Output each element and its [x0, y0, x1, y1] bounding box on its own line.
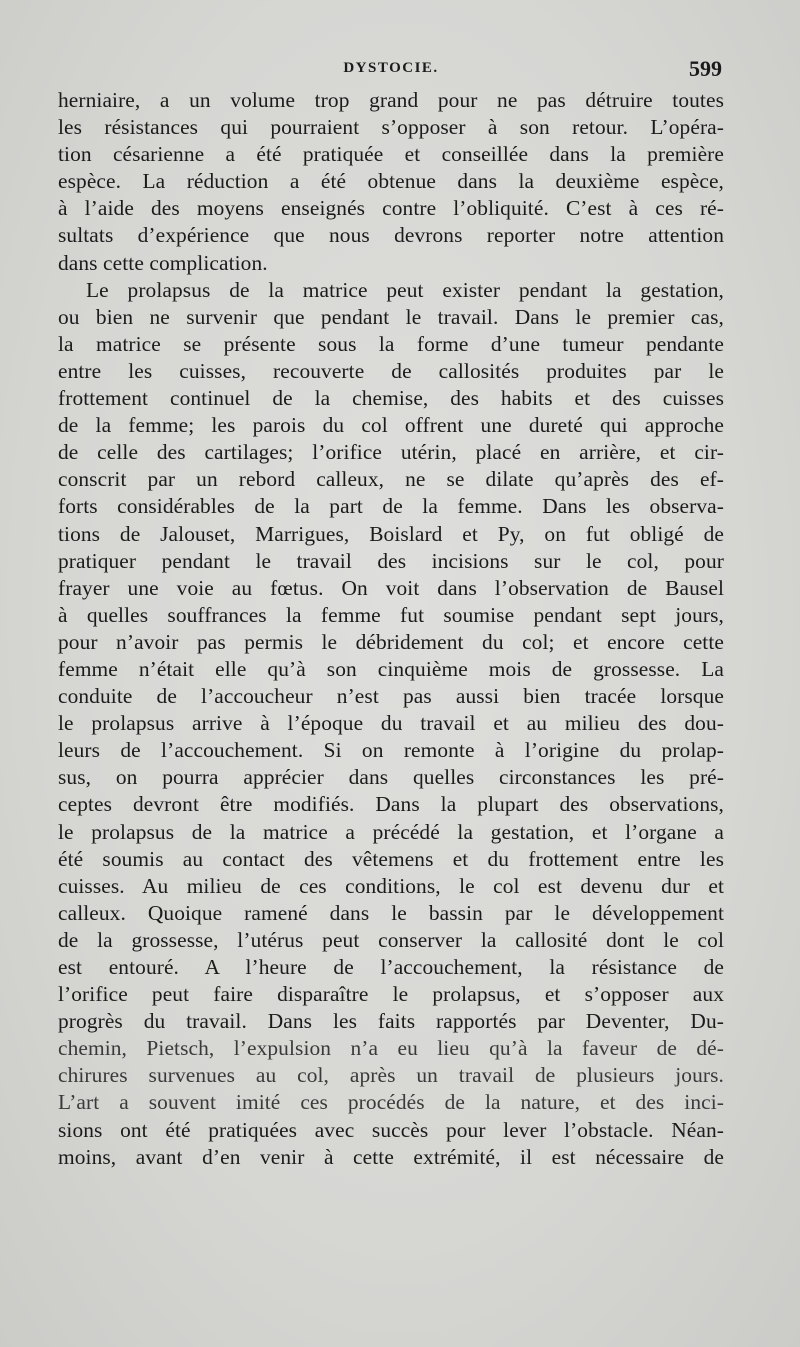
- text-line: sions ont été pratiquées avec succès pour lever l’obstacle. Néan-: [58, 1117, 724, 1142]
- running-head: [58, 58, 724, 82]
- text-line: moins, avant d’en venir à cette extrémité, il est nécessaire de: [58, 1144, 724, 1169]
- text-line: l’orifice peut faire disparaître le prolapsus, et s’opposer aux: [58, 982, 724, 1007]
- text-line: pour n’avoir pas permis le débridement du col; et encore cette: [58, 629, 724, 654]
- text-line: tion césarienne a été pratiquée et conseillée dans la première: [58, 142, 724, 167]
- text-line: ou bien ne survenir que pendant le travail. Dans le premier cas,: [58, 304, 724, 329]
- text-line: la matrice se présente sous la forme d’une tumeur pendante: [58, 331, 724, 356]
- text-line: Le prolapsus de la matrice peut exister pendant la gestation,: [86, 277, 724, 302]
- text-line: L’art a souvent imité ces procédés de la nature, et des inci-: [58, 1090, 724, 1115]
- text-line: herniaire, a un volume trop grand pour ne pas détruire toutes: [58, 88, 724, 112]
- text-line: le prolapsus arrive à l’époque du travail et au milieu des dou-: [58, 711, 724, 736]
- text-line: entre les cuisses, recouverte de callosités produites par le: [58, 358, 724, 383]
- text-line: conscrit par un rebord calleux, ne se dilate qu’après des ef-: [58, 467, 724, 492]
- text-line: pratiquer pendant le travail des incisions sur le col, pour: [58, 548, 724, 573]
- text-line: à l’aide des moyens enseignés contre l’obliquité. C’est à ces ré-: [58, 196, 724, 221]
- page-number: 599: [689, 56, 722, 81]
- text-line: le prolapsus de la matrice a précédé la gestation, et l’organe a: [58, 819, 724, 844]
- text-line: été soumis au contact des vêtemens et du frottement entre les: [58, 846, 724, 871]
- running-title: DYSTOCIE.: [343, 60, 439, 76]
- text-line: frottement continuel de la chemise, des habits et des cuisses: [58, 386, 724, 411]
- text-line: sus, on pourra apprécier dans quelles circonstances les pré-: [58, 765, 724, 790]
- text-line: dans cette complication.: [58, 250, 268, 275]
- text-line: chirures survenues au col, après un travail de plusieurs jours.: [58, 1063, 724, 1088]
- text-line: frayer une voie au fœtus. On voit dans l’observation de Bausel: [58, 575, 724, 600]
- text-line: leurs de l’accouchement. Si on remonte à l’origine du prolap-: [58, 738, 724, 763]
- text-line: sultats d’expérience que nous devrons reporter notre attention: [58, 223, 724, 248]
- text-line: tions de Jalouset, Marrigues, Boislard et Py, on fut obligé de: [58, 521, 724, 546]
- text-line: est entouré. A l’heure de l’accouchement, la résistance de: [58, 955, 724, 979]
- text-line: calleux. Quoique ramené dans le bassin par le développement: [58, 900, 724, 925]
- body-text: [58, 87, 724, 1171]
- text-line: progrès du travail. Dans les faits rapportés par Deventer, Du-: [58, 1009, 724, 1034]
- text-line: de la grossesse, l’utérus peut conserver la callosité dont le col: [58, 927, 724, 952]
- text-line: les résistances qui pourraient s’opposer à son retour. L’opéra-: [58, 115, 724, 140]
- text-line: ceptes devront être modifiés. Dans la plupart des observations,: [58, 792, 724, 817]
- text-line: femme n’était elle qu’à son cinquième mois de grossesse. La: [58, 656, 724, 681]
- text-line: de celle des cartilages; l’orifice utérin, placé en arrière, et cir-: [58, 440, 724, 465]
- text-line: chemin, Pietsch, l’expulsion n’a eu lieu qu’à la faveur de dé-: [58, 1036, 724, 1061]
- text-line: espèce. La réduction a été obtenue dans la deuxième espèce,: [58, 169, 724, 194]
- text-line: forts considérables de la part de la femme. Dans les observa-: [58, 494, 724, 519]
- text-line: de la femme; les parois du col offrent une dureté qui approche: [58, 413, 724, 438]
- text-line: cuisses. Au milieu de ces conditions, le col est devenu dur et: [58, 873, 724, 898]
- text-line: conduite de l’accoucheur n’est pas aussi bien tracée lorsque: [58, 684, 724, 709]
- text-line: à quelles souffrances la femme fut soumise pendant sept jours,: [58, 602, 724, 627]
